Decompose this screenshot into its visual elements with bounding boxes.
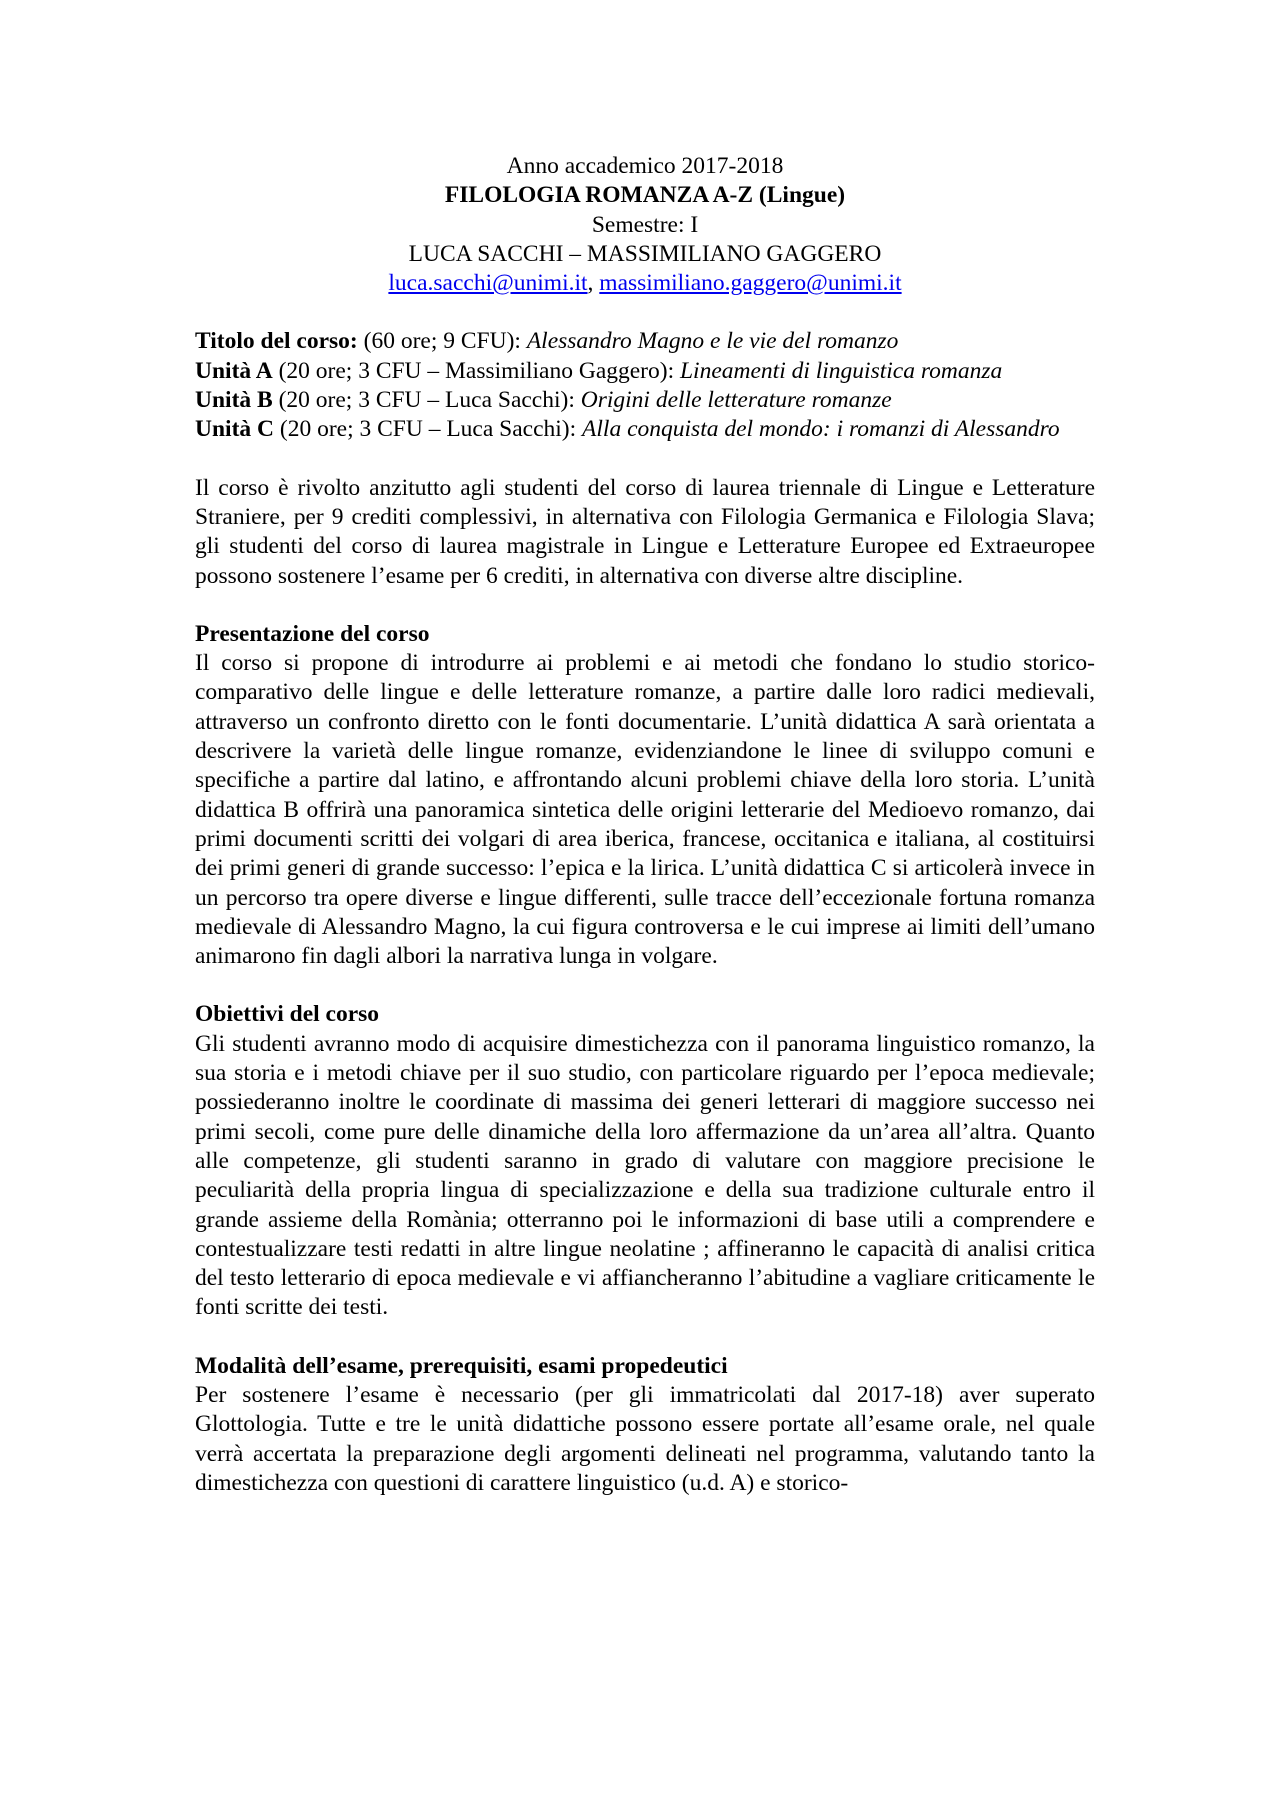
spacer (195, 591, 1095, 620)
unit-info: (20 ore; 3 CFU – Luca Sacchi): (272, 387, 581, 414)
spacer (195, 445, 1095, 474)
unit-title: Lineamenti di linguistica romanza (679, 357, 1003, 384)
document-page (195, 152, 1095, 1498)
emails (195, 269, 1095, 298)
section-body-obiettivi: Gli studenti avranno modo di acquisire dimestichezza con il panorama linguistico romanzo, la sua storia e i metodi chiave per il suo studio, con particolare riguardo per l’epoca medievale; possiederanno inoltre le coordinate di massima dei generi letterari di maggiore successo nei primi secoli, come pure delle dinamiche della loro affermazione da un’area all’altra. Quanto alle competenze, gli studenti saranno in grado di valutare con maggiore precisione le peculiarità della propria lingua di specializzazione e della sua tradizione culturale entro il grande assieme della Romània; otterranno poi le informazioni di base utili a comprendere e contestualizzare testi redatti in altre lingue neolatine ; affineranno le capacità di analisi critica del testo letterario di epoca medievale e vi affiancheranno l’abitudine a vagliare criticamente le fonti scritte dei testi. (195, 1030, 1095, 1321)
unit-c (195, 415, 1095, 444)
document-header (195, 152, 1095, 298)
unit-label: Unità B (195, 387, 273, 414)
spacer (195, 971, 1095, 1000)
unit-label: Unità A (195, 357, 273, 384)
unit-title: Origini delle letterature romanze (580, 387, 892, 414)
unit-info: (60 ore; 9 CFU): (357, 328, 527, 355)
intro-paragraph: Il corso è rivolto anzitutto agli studenti del corso di laurea triennale di Lingue e Letterature Straniere, per 9 crediti complessivi, in alternativa con Filologia Germanica e Filologia Slava; gli studenti del corso di laurea magistrale in Lingue e Letterature Europee ed Extraeuropee possono sostenere l’esame per 6 crediti, in alternativa con diverse altre discipline. (195, 474, 1095, 589)
email-link-sacchi[interactable]: luca.sacchi@unimi.it (388, 270, 588, 297)
unit-title: Alla conquista del mondo: i romanzi di Alessandro (582, 416, 1060, 443)
section-heading-obiettivi: Obiettivi del corso (195, 1001, 380, 1028)
unit-info: (20 ore; 3 CFU – Massimiliano Gaggero): (272, 357, 680, 384)
unit-title: Alessandro Magno e le vie del romanzo (526, 328, 899, 355)
semester: Semestre: I (591, 211, 699, 238)
unit-course-title (195, 327, 1095, 356)
spacer (195, 1323, 1095, 1352)
section-heading-modalita: Modalità dell’esame, prerequisiti, esami propedeutici (195, 1352, 728, 1379)
unit-label: Titolo del corso: (195, 328, 358, 355)
section-body-modalita: Per sostenere l’esame è necessario (per gli immatricolati dal 2017-18) aver superato Glottologia. Tutte e tre le unità didattiche possono essere portate all’esame orale, nel quale verrà accertata la preparazione degli argomenti delineati nel programma, valutando tanto la dimestichezza con questioni di carattere linguistico (u.d. A) e storico- (195, 1381, 1095, 1496)
unit-b (195, 386, 1095, 415)
teachers: LUCA SACCHI – MASSIMILIANO GAGGERO (408, 240, 882, 267)
email-separator: , (587, 270, 600, 297)
spacer (195, 298, 1095, 327)
course-units (195, 327, 1095, 444)
section-heading-presentazione: Presentazione del corso (195, 620, 430, 647)
email-link-gaggero[interactable]: massimiliano.gaggero@unimi.it (599, 270, 902, 297)
course-name: FILOLOGIA ROMANZA A-Z (Lingue) (444, 182, 846, 209)
unit-info: (20 ore; 3 CFU – Luca Sacchi): (274, 416, 583, 443)
academic-year: Anno accademico 2017-2018 (506, 153, 784, 179)
unit-a (195, 357, 1095, 386)
section-body-presentazione: Il corso si propone di introdurre ai problemi e ai metodi che fondano lo studio storico-comparativo delle lingue e delle letterature romanze, a partire dalle loro radici medievali, attraverso un confronto diretto con le fonti documentarie. L’unità didattica A sarà orientata a descrivere la varietà delle lingue romanze, evidenziandone le linee di sviluppo comuni e specifiche a partire dal latino, e affrontando alcuni problemi chiave della loro storia. L’unità didattica B offrirà una panoramica sintetica delle origini letterarie del Medioevo romanzo, dai primi documenti scritti dei volgari di area iberica, francese, occitanica e italiana, al costituirsi dei primi generi di grande successo: l’epica e la lirica. L’unità didattica C si articolerà invece in un percorso tra opere diverse e lingue differenti, sulle tracce dell’eccezionale fortuna romanza medievale di Alessandro Magno, la cui figura controversa e le cui imprese ai limiti dell’umano animarono fin dagli albori la narrativa lunga in volgare. (195, 650, 1095, 970)
unit-label: Unità C (195, 416, 274, 443)
